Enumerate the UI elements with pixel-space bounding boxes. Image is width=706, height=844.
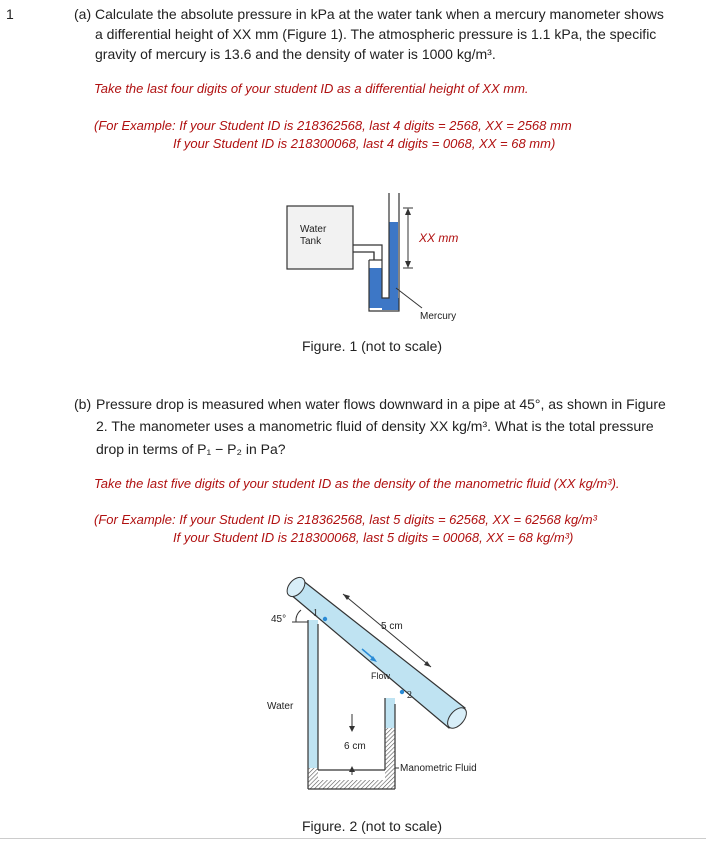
part-a-label: (a) xyxy=(74,6,92,22)
flow-label: Flow xyxy=(371,671,391,681)
part-a-example-2: If your Student ID is 218300068, last 4 digits = 0068, XX = 68 mm) xyxy=(173,136,556,151)
part-a-example-1: (For Example: If your Student ID is 218362568, last 4 digits = 2568, XX = 2568 mm xyxy=(94,118,572,133)
part-b-example-2: If your Student ID is 218300068, last 5 digits = 00068, XX = 68 kg/m³) xyxy=(173,530,574,545)
height-6cm-label: 6 cm xyxy=(344,741,366,752)
point-2 xyxy=(400,690,404,694)
page-bottom-rule xyxy=(0,838,706,839)
right-leg-water xyxy=(385,698,395,728)
distance-label: 5 cm xyxy=(381,621,403,632)
part-b-line-1: Pressure drop is measured when water flows downward in a pipe at 45°, as shown in Figure xyxy=(96,396,666,412)
manometric-fluid xyxy=(385,728,395,780)
figure-2-caption: Figure. 2 (not to scale) xyxy=(302,818,443,834)
part-b-example-1: (For Example: If your Student ID is 218362568, last 5 digits = 62568, XX = 62568 kg/m³ xyxy=(94,512,597,527)
part-b-note: Take the last five digits of your student ID as the density of the manometric fluid (XX kg/m³). xyxy=(94,476,620,491)
figure-1-diagram xyxy=(270,188,490,334)
water-label: Water xyxy=(267,701,294,712)
question-number: 1 xyxy=(6,6,14,22)
part-b-line-2: 2. The manometer uses a manometric fluid of density XX kg/m³. What is the total pressure xyxy=(96,418,654,434)
point-2-label: 2 xyxy=(407,690,412,701)
xx-mm-label: XX mm xyxy=(419,231,459,245)
angle-label: 45° xyxy=(271,614,287,625)
point-1-label: 1 xyxy=(313,608,318,619)
point-1 xyxy=(323,617,327,621)
part-a-line-3: gravity of mercury is 13.6 and the density of water is 1000 kg/m³. xyxy=(95,46,496,62)
tank-label-1: Water xyxy=(300,224,327,235)
part-a-line-2: a differential height of XX mm (Figure 1). The atmospheric pressure is 1.1 kPa, the specific xyxy=(95,26,657,42)
part-a-note: Take the last four digits of your student ID as a differential height of XX mm. xyxy=(94,81,529,96)
mercury-right xyxy=(389,222,398,302)
tank-label-2: Tank xyxy=(300,236,322,247)
mercury-left xyxy=(369,268,382,308)
mercury-label: Mercury xyxy=(420,311,457,322)
part-b-label: (b) xyxy=(74,396,92,412)
part-b-line-3: drop in terms of P₁ − P₂ in Pa? xyxy=(96,441,286,457)
figure-1-caption: Figure. 1 (not to scale) xyxy=(302,338,443,354)
manometric-fluid-label: Manometric Fluid xyxy=(400,763,477,774)
left-leg-water xyxy=(308,620,318,768)
part-a-line-1: Calculate the absolute pressure in kPa at the water tank when a mercury manometer shows xyxy=(95,6,664,22)
figure-2-diagram xyxy=(255,572,515,812)
